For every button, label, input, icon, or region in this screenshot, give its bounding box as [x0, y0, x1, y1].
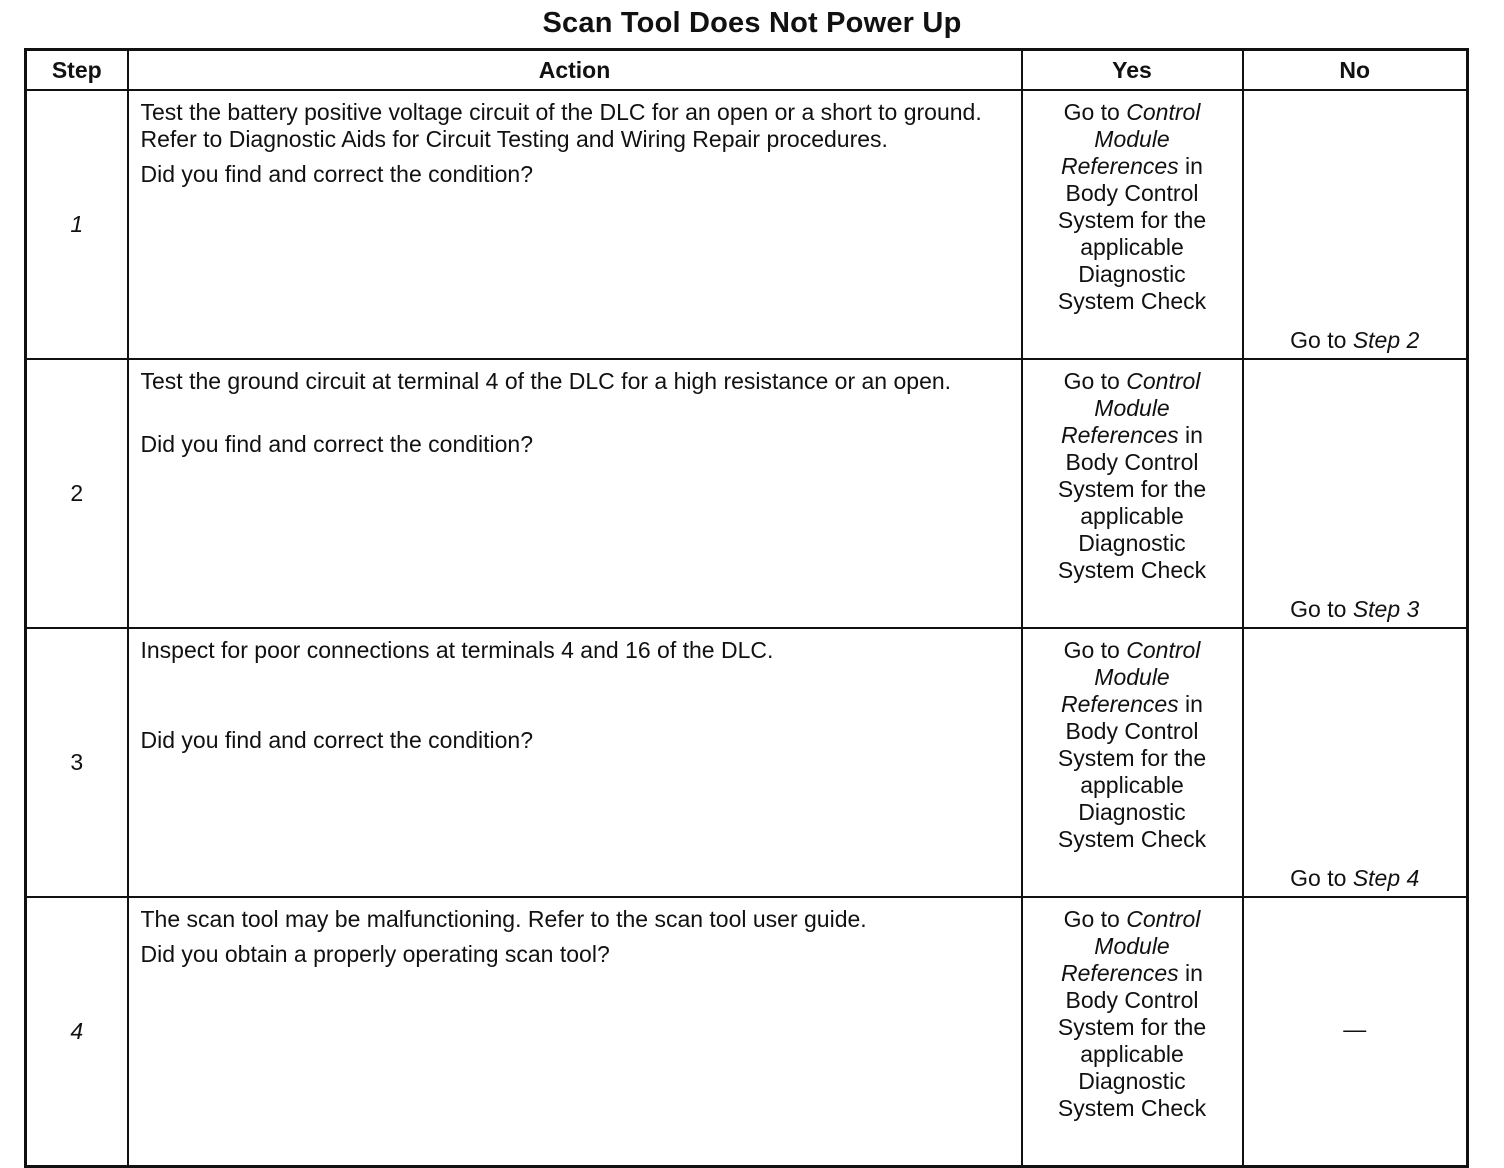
yes-goto: Go to [1063, 99, 1120, 125]
yes-goto: Go to [1063, 637, 1120, 663]
yes-line: applicable [1080, 503, 1184, 529]
yes-link-module[interactable]: Module [1094, 395, 1170, 421]
yes-cell [1022, 90, 1243, 359]
table-row [26, 90, 1468, 359]
yes-cell [1022, 897, 1243, 1167]
yes-line: Diagnostic [1078, 799, 1186, 825]
no-link-step[interactable]: Step 4 [1352, 865, 1420, 891]
action-question: Did you find and correct the condition? [140, 727, 534, 753]
page-title: Scan Tool Does Not Power Up [542, 7, 962, 39]
no-goto: Go to [1290, 865, 1347, 891]
no-cell [1243, 90, 1468, 359]
yes-line: applicable [1080, 772, 1184, 798]
yes-line: Diagnostic [1078, 530, 1186, 556]
action-cell [128, 897, 1022, 1167]
yes-link-references[interactable]: References [1061, 153, 1179, 179]
yes-link-module[interactable]: Module [1094, 933, 1170, 959]
yes-line: System Check [1057, 1095, 1207, 1121]
yes-in: in [1185, 422, 1203, 448]
yes-line: Diagnostic [1078, 261, 1186, 287]
no-cell [1243, 628, 1468, 897]
yes-line: System Check [1057, 288, 1207, 314]
action-text: Test the battery positive voltage circuit of the DLC for an open or a short to ground. Refer to Diagnostic Aids for Circuit Testing and Wiring Repair procedures. [140, 99, 982, 152]
yes-link-control[interactable]: Control [1126, 368, 1201, 394]
yes-in: in [1185, 960, 1203, 986]
yes-link-references[interactable]: References [1061, 960, 1179, 986]
action-text: Test the ground circuit at terminal 4 of the DLC for a high resistance or an open. [140, 368, 952, 394]
yes-link-module[interactable]: Module [1094, 664, 1170, 690]
step-number: 2 [26, 359, 128, 628]
action-cell [128, 628, 1022, 897]
table-row [26, 897, 1468, 1167]
yes-line: System for the [1057, 1014, 1207, 1040]
table-row [26, 628, 1468, 897]
action-cell [128, 359, 1022, 628]
yes-in: in [1185, 691, 1203, 717]
yes-line: Body Control [1065, 987, 1199, 1013]
no-cell [1243, 897, 1468, 1167]
table-row [26, 359, 1468, 628]
no-cell [1243, 359, 1468, 628]
yes-goto: Go to [1063, 906, 1120, 932]
yes-line: Body Control [1065, 718, 1199, 744]
yes-cell [1022, 628, 1243, 897]
yes-line: System for the [1057, 745, 1207, 771]
yes-line: System Check [1057, 826, 1207, 852]
step-number: 3 [26, 628, 128, 897]
header-action: Action [128, 50, 1022, 91]
yes-link-control[interactable]: Control [1126, 99, 1201, 125]
yes-line: applicable [1080, 234, 1184, 260]
yes-link-module[interactable]: Module [1094, 126, 1170, 152]
yes-in: in [1185, 153, 1203, 179]
action-text: The scan tool may be malfunctioning. Refer to the scan tool user guide. [140, 906, 867, 932]
yes-link-control[interactable]: Control [1126, 637, 1201, 663]
yes-line: Diagnostic [1078, 1068, 1186, 1094]
action-question: Did you obtain a properly operating scan tool? [140, 941, 610, 967]
header-no: No [1243, 50, 1468, 91]
no-goto: Go to [1290, 327, 1347, 353]
yes-goto: Go to [1063, 368, 1120, 394]
yes-cell [1022, 359, 1243, 628]
no-link-step[interactable]: Step 3 [1352, 596, 1420, 622]
action-cell [128, 90, 1022, 359]
header-yes: Yes [1022, 50, 1243, 91]
header-row [26, 50, 1468, 91]
yes-line: applicable [1080, 1041, 1184, 1067]
step-number: 4 [26, 897, 128, 1167]
yes-line: Body Control [1065, 449, 1199, 475]
yes-link-references[interactable]: References [1061, 691, 1179, 717]
yes-link-control[interactable]: Control [1126, 906, 1201, 932]
header-step: Step [26, 50, 128, 91]
action-question: Did you find and correct the condition? [140, 431, 534, 457]
step-number: 1 [26, 90, 128, 359]
yes-line: System Check [1057, 557, 1207, 583]
yes-line: System for the [1057, 207, 1207, 233]
action-question: Did you find and correct the condition? [140, 161, 534, 187]
yes-line: Body Control [1065, 180, 1199, 206]
action-text: Inspect for poor connections at terminals 4 and 16 of the DLC. [140, 637, 774, 663]
yes-link-references[interactable]: References [1061, 422, 1179, 448]
no-goto: Go to [1290, 596, 1347, 622]
no-link-step[interactable]: Step 2 [1352, 327, 1420, 353]
diagnostic-table [24, 48, 1469, 1168]
no-dash: — [1343, 1016, 1367, 1042]
yes-line: System for the [1057, 476, 1207, 502]
